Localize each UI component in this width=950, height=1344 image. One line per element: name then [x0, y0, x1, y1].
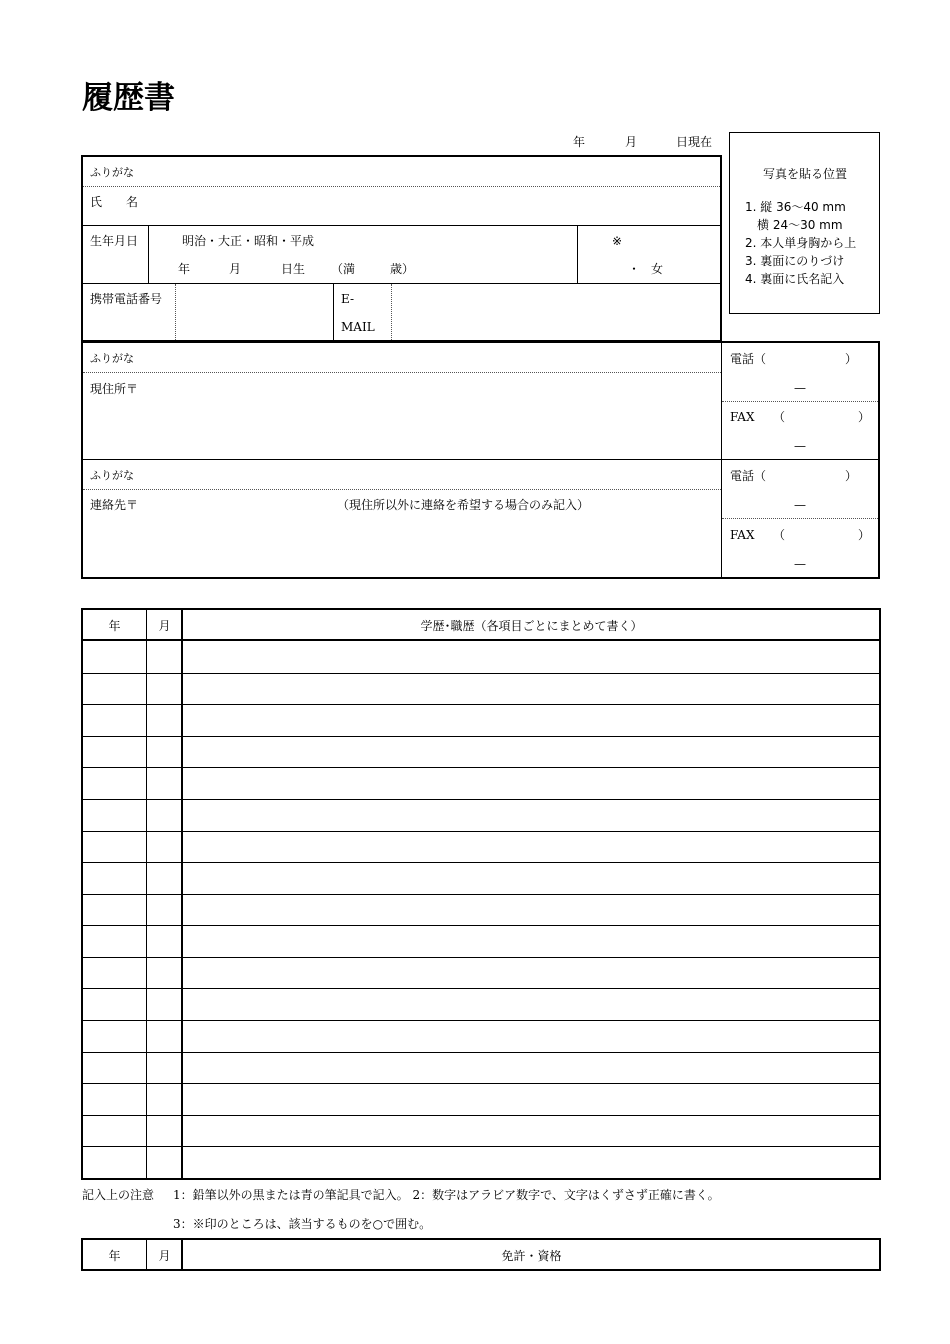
history-row-divider: [83, 1083, 879, 1084]
history-row-divider: [83, 1020, 879, 1021]
address-fax-close: ）: [858, 410, 871, 424]
history-row-divider: [83, 894, 879, 895]
gender-mark: ※: [612, 234, 623, 248]
notes-line-1: 1：鉛筆以外の黒または青の筆記具で記入。 2：数字はアラビア数字で、文字はくずさず正確に書く。: [173, 1188, 720, 1202]
name-label: 氏 名: [90, 195, 139, 209]
history-row-divider: [83, 1052, 879, 1053]
photo-note-3: 3. 裏面にのりづけ: [745, 254, 845, 268]
address-fax-label: FAX: [730, 410, 755, 424]
contact-fax-dash: —: [794, 557, 806, 571]
birth-label: 生年月日: [90, 234, 139, 248]
address-furigana-label: ふりがな: [90, 352, 134, 365]
photo-note-4: 4. 裏面に氏名記入: [745, 272, 845, 286]
history-row-divider: [83, 1146, 879, 1147]
history-col-month: 月: [158, 619, 171, 633]
contact-fax-open: （: [773, 528, 786, 542]
contact-tel-dash: —: [794, 498, 806, 512]
history-col-content: 学歴･職歴（各項目ごとにまとめて書く）: [420, 619, 643, 633]
address-fax-dash: —: [794, 439, 806, 453]
address-fax-open: （: [773, 410, 786, 424]
history-row-divider: [83, 799, 879, 800]
era-options: 明治・大正・昭和・平成: [182, 234, 315, 248]
history-row-divider: [83, 736, 879, 737]
age-open-label: （満: [331, 262, 356, 276]
contact-furigana-label: ふりがな: [90, 469, 134, 482]
contact-fax-close: ）: [858, 528, 871, 542]
email-label-part2: MAIL: [341, 320, 375, 334]
email-label-part1: E-: [341, 292, 355, 306]
birth-day-label: 日生: [281, 262, 306, 276]
birth-year-label: 年: [178, 262, 191, 276]
history-row-divider: [83, 673, 879, 674]
contact-label: 連絡先〒: [90, 498, 139, 512]
history-row-divider: [83, 862, 879, 863]
name-furigana-label: ふりがな: [90, 166, 134, 179]
history-row-divider: [83, 767, 879, 768]
address-tel-dash: —: [794, 381, 806, 395]
date-year-label: 年: [573, 135, 586, 149]
notes-label: 記入上の注意: [82, 1188, 155, 1202]
age-close-label: 歳）: [390, 262, 415, 276]
document-title: 履歴書: [82, 80, 175, 116]
contact-note: （現住所以外に連絡を希望する場合のみ記入）: [337, 498, 590, 512]
address-box: [81, 341, 880, 579]
personal-info-box: [81, 155, 722, 342]
birth-month-label: 月: [229, 262, 242, 276]
history-row-divider: [83, 1115, 879, 1116]
history-col-year: 年: [108, 619, 121, 633]
photo-note-1: 1. 縦 36～40 mm: [745, 200, 846, 214]
date-month-label: 月: [625, 135, 638, 149]
photo-note-2: 2. 本人単身胸から上: [745, 236, 857, 250]
mobile-label: 携帯電話番号: [90, 292, 163, 306]
gender-separator: ・: [628, 262, 641, 276]
address-tel-label: 電話（: [730, 352, 767, 366]
license-col-year: 年: [108, 1249, 121, 1263]
history-row-divider: [83, 831, 879, 832]
history-row-divider: [83, 704, 879, 705]
date-day-label: 日現在: [676, 135, 713, 149]
contact-tel-label: 電話（: [730, 469, 767, 483]
history-row-divider: [83, 957, 879, 958]
contact-fax-label: FAX: [730, 528, 755, 542]
contact-tel-close: ）: [845, 469, 858, 483]
gender-female-label: 女: [651, 262, 664, 276]
address-tel-close: ）: [845, 352, 858, 366]
license-col-month: 月: [158, 1249, 171, 1263]
history-row-divider: [83, 988, 879, 989]
photo-heading: 写真を貼る位置: [763, 167, 848, 181]
history-row-divider: [83, 925, 879, 926]
notes-line-2: 3：※印のところは、該当するものを○で囲む。: [173, 1217, 432, 1231]
address-label: 現住所〒: [90, 382, 139, 396]
license-col-content: 免許・資格: [501, 1249, 562, 1263]
photo-note-1b: 横 24～30 mm: [757, 218, 843, 232]
